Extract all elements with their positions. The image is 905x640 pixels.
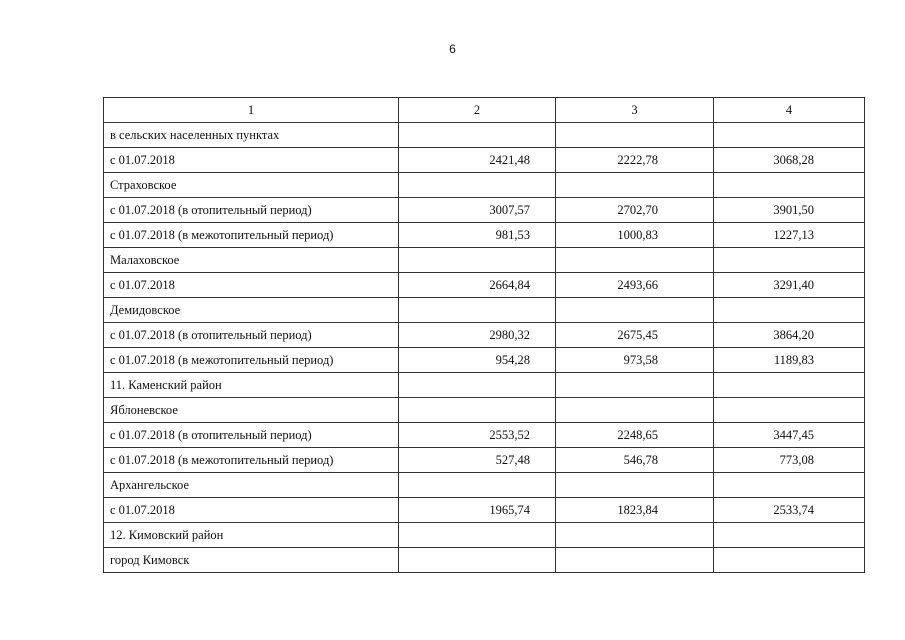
header-row [104,98,865,123]
table-body [104,123,865,573]
value-cell-col2 [399,123,556,148]
column-header-1: 1 [104,98,399,123]
value-cell-col4 [714,473,865,498]
row-label-cell: город Кимовск [104,548,399,573]
table-header [104,98,865,123]
value-cell-col4: 3864,20 [714,323,865,348]
row-label-cell: Архангельское [104,473,399,498]
value-cell-col2 [399,248,556,273]
value-cell-col4: 3068,28 [714,148,865,173]
value-cell-col3 [556,523,714,548]
table-row [104,198,865,223]
value-cell-col2: 2421,48 [399,148,556,173]
row-label-cell: с 01.07.2018 (в отопительный период) [104,198,399,223]
row-label-cell: с 01.07.2018 (в отопительный период) [104,323,399,348]
tariff-table [103,97,865,573]
value-cell-col3 [556,548,714,573]
table-row [104,398,865,423]
row-label-cell: с 01.07.2018 (в отопительный период) [104,423,399,448]
value-cell-col3 [556,173,714,198]
value-cell-col4 [714,398,865,423]
value-cell-col3 [556,298,714,323]
value-cell-col3: 2222,78 [556,148,714,173]
value-cell-col4: 3901,50 [714,198,865,223]
table-row [104,273,865,298]
row-label-cell: с 01.07.2018 (в межотопительный период) [104,223,399,248]
value-cell-col3: 2493,66 [556,273,714,298]
value-cell-col2: 2553,52 [399,423,556,448]
table-row [104,423,865,448]
value-cell-col3 [556,248,714,273]
value-cell-col4: 1227,13 [714,223,865,248]
table-row [104,223,865,248]
table-row [104,323,865,348]
column-header-3: 3 [556,98,714,123]
row-label-cell: с 01.07.2018 [104,148,399,173]
value-cell-col3: 1000,83 [556,223,714,248]
value-cell-col4 [714,248,865,273]
row-label-cell: с 01.07.2018 (в межотопительный период) [104,448,399,473]
table-row [104,248,865,273]
value-cell-col2 [399,298,556,323]
value-cell-col2: 527,48 [399,448,556,473]
table-row [104,373,865,398]
value-cell-col4: 2533,74 [714,498,865,523]
value-cell-col2 [399,173,556,198]
value-cell-col2 [399,523,556,548]
value-cell-col3: 2675,45 [556,323,714,348]
value-cell-col3 [556,123,714,148]
value-cell-col4: 773,08 [714,448,865,473]
table-row [104,523,865,548]
page-number: 6 [449,42,456,56]
value-cell-col2: 3007,57 [399,198,556,223]
row-label-cell: 12. Кимовский район [104,523,399,548]
value-cell-col3: 1823,84 [556,498,714,523]
value-cell-col3: 973,58 [556,348,714,373]
row-label-cell: 11. Каменский район [104,373,399,398]
value-cell-col4 [714,173,865,198]
row-label-cell: с 01.07.2018 [104,498,399,523]
row-label-cell: Демидовское [104,298,399,323]
value-cell-col4 [714,548,865,573]
value-cell-col2 [399,473,556,498]
value-cell-col4: 1189,83 [714,348,865,373]
value-cell-col3 [556,473,714,498]
value-cell-col2 [399,398,556,423]
row-label-cell: Страховское [104,173,399,198]
value-cell-col2: 2664,84 [399,273,556,298]
row-label-cell: Малаховское [104,248,399,273]
value-cell-col3: 2248,65 [556,423,714,448]
value-cell-col4 [714,123,865,148]
row-label-cell: с 01.07.2018 (в межотопительный период) [104,348,399,373]
value-cell-col2: 1965,74 [399,498,556,523]
table-row [104,123,865,148]
row-label-cell: в сельских населенных пунктах [104,123,399,148]
value-cell-col2: 981,53 [399,223,556,248]
row-label-cell: с 01.07.2018 [104,273,399,298]
value-cell-col3 [556,398,714,423]
row-label-cell: Яблоневское [104,398,399,423]
value-cell-col2 [399,373,556,398]
value-cell-col3 [556,373,714,398]
value-cell-col3: 546,78 [556,448,714,473]
value-cell-col4 [714,523,865,548]
value-cell-col4 [714,373,865,398]
value-cell-col4: 3291,40 [714,273,865,298]
column-header-4: 4 [714,98,865,123]
table-row [104,148,865,173]
table-row [104,298,865,323]
table-row [104,173,865,198]
table-row [104,473,865,498]
table-row [104,548,865,573]
value-cell-col2: 2980,32 [399,323,556,348]
table-row [104,348,865,373]
value-cell-col3: 2702,70 [556,198,714,223]
value-cell-col4: 3447,45 [714,423,865,448]
table-row [104,498,865,523]
table-row [104,448,865,473]
value-cell-col4 [714,298,865,323]
value-cell-col2: 954,28 [399,348,556,373]
value-cell-col2 [399,548,556,573]
column-header-2: 2 [399,98,556,123]
